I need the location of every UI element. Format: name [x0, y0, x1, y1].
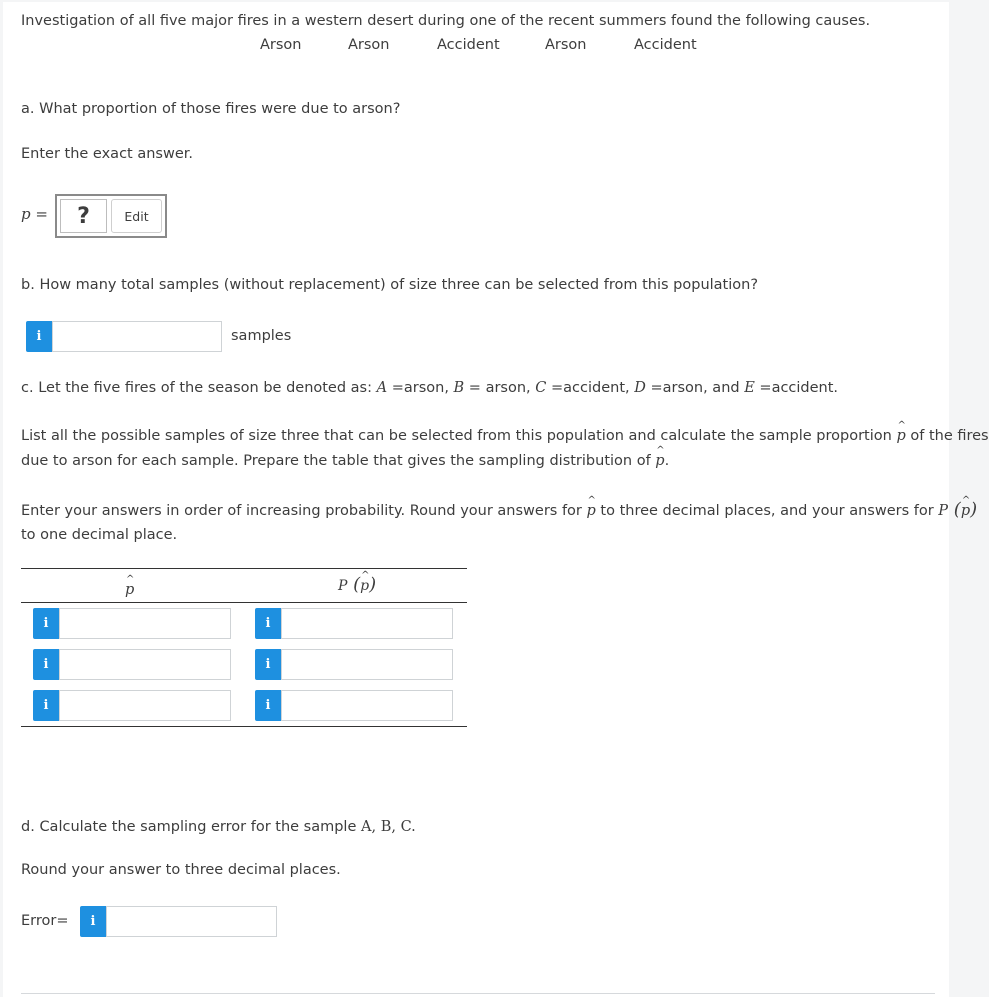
part-b-question: b. How many total samples (without replacement) of size three can be selected from this population? [21, 277, 759, 293]
p-label: p = [21, 205, 48, 223]
info-icon[interactable]: i [80, 906, 106, 937]
enter-instruction-line1: Enter your answers in order of increasing probability. Round your answers for ^ p to three decimal places, and your answers for P ( ^ p) [21, 495, 978, 520]
cause-2: Arson [348, 37, 390, 53]
phat-input-2[interactable] [59, 649, 231, 680]
cause-4: Arson [545, 37, 587, 53]
question-panel [3, 2, 989, 997]
info-icon[interactable]: i [26, 321, 52, 352]
enter-instruction-line2: to one decimal place. [21, 527, 178, 543]
edit-button[interactable]: Edit [111, 199, 162, 233]
prob-input-1[interactable] [281, 608, 453, 639]
phat-input-1[interactable] [59, 608, 231, 639]
prob-input-2[interactable] [281, 649, 453, 680]
column-header-phat: ^ p [125, 574, 135, 598]
samples-input[interactable] [52, 321, 222, 352]
info-icon[interactable]: i [33, 690, 59, 721]
info-icon[interactable]: i [255, 608, 281, 639]
question-mark-icon[interactable]: ? [60, 199, 107, 233]
part-d-instruction: Round your answer to three decimal places. [21, 862, 341, 878]
column-header-probability: P ( ^ p) [338, 570, 377, 595]
cause-3: Accident [437, 37, 500, 53]
cause-1: Arson [260, 37, 302, 53]
part-d-question: d. Calculate the sampling error for the sample A, B, C. [21, 819, 416, 835]
error-label: Error= [21, 913, 69, 929]
info-icon[interactable]: i [255, 649, 281, 680]
cause-5: Accident [634, 37, 697, 53]
phat-input-3[interactable] [59, 690, 231, 721]
part-c-definitions: c. Let the five fires of the season be denoted as: A =arson, B = arson, C =accident, D =arson, and E =accident. [21, 380, 839, 396]
answer-a-editor [55, 194, 167, 238]
part-a-question: a. What proportion of those fires were due to arson? [21, 101, 401, 117]
info-icon[interactable]: i [255, 690, 281, 721]
error-input[interactable] [106, 906, 277, 937]
part-a-instruction: Enter the exact answer. [21, 146, 193, 162]
info-icon[interactable]: i [33, 649, 59, 680]
info-icon[interactable]: i [33, 608, 59, 639]
list-instruction-line2: due to arson for each sample. Prepare the table that gives the sampling distribution of ^ p. [21, 445, 670, 469]
intro-text: Investigation of all five major fires in a western desert during one of the recent summers found the following causes. [21, 13, 871, 29]
samples-unit: samples [231, 328, 292, 344]
list-instruction-line1: List all the possible samples of size three that can be selected from this population and calculate the sample proportion ^ p of the fires [21, 420, 989, 444]
prob-input-3[interactable] [281, 690, 453, 721]
divider [21, 993, 935, 994]
